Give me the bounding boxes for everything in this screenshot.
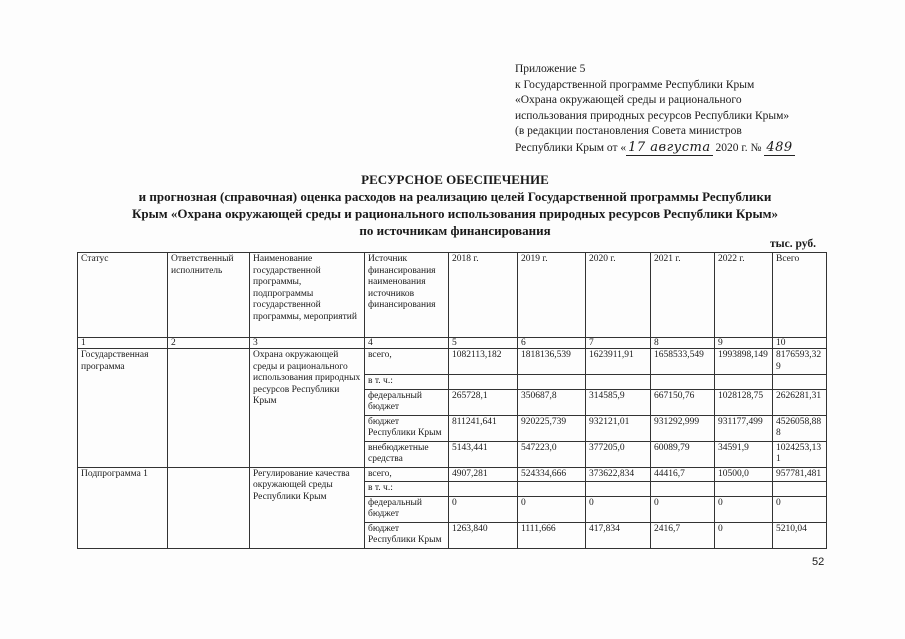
funding-source-cell: в т. ч.: xyxy=(365,482,449,497)
value-cell: 0 xyxy=(651,496,715,522)
resource-table-body xyxy=(78,253,827,549)
value-cell xyxy=(518,482,586,497)
handwritten-date: 17 августа xyxy=(628,139,711,155)
value-cell xyxy=(773,375,827,390)
value-cell xyxy=(449,375,518,390)
value-cell: 34591,9 xyxy=(715,441,773,467)
column-number-cell: 7 xyxy=(586,338,651,349)
value-cell: 0 xyxy=(449,496,518,522)
table-header-cell: 2021 г. xyxy=(651,253,715,338)
value-cell: 8176593,329 xyxy=(773,349,827,375)
column-number-cell: 9 xyxy=(715,338,773,349)
column-number-cell: 3 xyxy=(250,338,365,349)
appendix-line-6-prefix: Республики Крым от « xyxy=(515,141,627,154)
value-cell: 920225,739 xyxy=(518,415,586,441)
column-number-cell: 5 xyxy=(449,338,518,349)
value-cell: 1818136,539 xyxy=(518,349,586,375)
executor-cell xyxy=(168,349,250,468)
document-title: РЕСУРСНОЕ ОБЕСПЕЧЕНИЕ xyxy=(361,172,549,187)
status-cell: Государственная программа xyxy=(78,349,168,468)
value-cell: 4526058,888 xyxy=(773,415,827,441)
value-cell: 2416,7 xyxy=(651,522,715,548)
funding-source-cell: федеральный бюджет xyxy=(365,389,449,415)
table-header-cell: Наименование государственной программы, подпрограммы государственной программы, мероприятий xyxy=(250,253,365,338)
value-cell: 1993898,149 xyxy=(715,349,773,375)
funding-source-cell: федеральный бюджет xyxy=(365,496,449,522)
table-header-cell: Статус xyxy=(78,253,168,338)
appendix-line-5: (в редакции постановления Совета министров xyxy=(515,125,742,137)
funding-source-cell: бюджет Республики Крым xyxy=(365,522,449,548)
handwritten-number: 489 xyxy=(766,139,793,155)
value-cell xyxy=(773,482,827,497)
value-cell: 524334,666 xyxy=(518,467,586,482)
value-cell: 60089,79 xyxy=(651,441,715,467)
appendix-line-2: к Государственной программе Республики Крым xyxy=(515,78,755,91)
value-cell: 957781,481 xyxy=(773,467,827,482)
value-cell xyxy=(715,375,773,390)
program-name-cell: Охрана окружающей среды и рационального использования природных ресурсов Республики Крым xyxy=(250,349,365,468)
table-header-cell: 2018 г. xyxy=(449,253,518,338)
value-cell: 1623911,91 xyxy=(586,349,651,375)
table-column-numbers-row xyxy=(78,338,827,349)
value-cell: 932121,01 xyxy=(586,415,651,441)
value-cell xyxy=(586,482,651,497)
column-number-cell: 10 xyxy=(773,338,827,349)
table-header-cell: 2022 г. xyxy=(715,253,773,338)
value-cell xyxy=(449,482,518,497)
value-cell: 5143,441 xyxy=(449,441,518,467)
funding-source-cell: всего, xyxy=(365,349,449,375)
funding-source-cell: всего, xyxy=(365,467,449,482)
appendix-note xyxy=(515,62,845,156)
value-cell xyxy=(518,375,586,390)
column-number-cell: 6 xyxy=(518,338,586,349)
table-header-cell: Всего xyxy=(773,253,827,338)
value-cell: 350687,8 xyxy=(518,389,586,415)
value-cell: 811241,641 xyxy=(449,415,518,441)
value-cell: 417,834 xyxy=(586,522,651,548)
table-header-cell: Ответственный исполнитель xyxy=(168,253,250,338)
value-cell: 0 xyxy=(715,496,773,522)
value-cell: 377205,0 xyxy=(586,441,651,467)
value-cell: 1082113,182 xyxy=(449,349,518,375)
table-header-row xyxy=(78,253,827,338)
value-cell: 314585,9 xyxy=(586,389,651,415)
resource-table xyxy=(77,252,827,549)
appendix-line-3: «Охрана окружающей среды и рационального xyxy=(515,94,742,106)
value-cell: 931177,499 xyxy=(715,415,773,441)
value-cell xyxy=(715,482,773,497)
table-row xyxy=(78,467,827,482)
document-subtitle-line-3: по источникам финансирования xyxy=(359,223,551,238)
value-cell: 1111,666 xyxy=(518,522,586,548)
column-number-cell: 4 xyxy=(365,338,449,349)
column-number-cell: 2 xyxy=(168,338,250,349)
value-cell: 667150,76 xyxy=(651,389,715,415)
value-cell: 0 xyxy=(715,522,773,548)
funding-source-cell: в т. ч.: xyxy=(365,375,449,390)
page-number: 52 xyxy=(812,556,825,568)
value-cell: 265728,1 xyxy=(449,389,518,415)
value-cell: 1658533,549 xyxy=(651,349,715,375)
document-subtitle-line-2: Крым «Охрана окружающей среды и рационального использования природных ресурсов Республики Крым» xyxy=(131,206,779,221)
value-cell: 931292,999 xyxy=(651,415,715,441)
value-cell: 373622,834 xyxy=(586,467,651,482)
value-cell: 1263,840 xyxy=(449,522,518,548)
value-cell: 0 xyxy=(518,496,586,522)
units-label: тыс. руб. xyxy=(770,238,816,250)
funding-source-cell: внебюджетные средства xyxy=(365,441,449,467)
value-cell: 5210,04 xyxy=(773,522,827,548)
column-number-cell: 1 xyxy=(78,338,168,349)
value-cell xyxy=(651,375,715,390)
value-cell: 0 xyxy=(586,496,651,522)
appendix-line-4: использования природных ресурсов Республики Крым» xyxy=(515,109,790,122)
value-cell: 2626281,31 xyxy=(773,389,827,415)
table-header-cell: 2020 г. xyxy=(586,253,651,338)
value-cell xyxy=(586,375,651,390)
document-subtitle-line-1: и прогнозная (справочная) оценка расходов на реализацию целей Государственной программы Республики xyxy=(138,189,772,204)
table-header-cell: Источник финансирования наименования источников финансирования xyxy=(365,253,449,338)
executor-cell xyxy=(168,467,250,548)
value-cell: 547223,0 xyxy=(518,441,586,467)
appendix-line-1: Приложение 5 xyxy=(515,63,586,75)
value-cell xyxy=(651,482,715,497)
value-cell: 1024253,131 xyxy=(773,441,827,467)
table-row xyxy=(78,349,827,375)
value-cell: 1028128,75 xyxy=(715,389,773,415)
value-cell: 44416,7 xyxy=(651,467,715,482)
status-cell: Подпрограмма 1 xyxy=(78,467,168,548)
funding-source-cell: бюджет Республики Крым xyxy=(365,415,449,441)
value-cell: 4907,281 xyxy=(449,467,518,482)
value-cell: 10500,0 xyxy=(715,467,773,482)
appendix-line-6-mid: 2020 г. № xyxy=(715,141,762,154)
appendix-line-6 xyxy=(515,140,845,157)
column-number-cell: 8 xyxy=(651,338,715,349)
value-cell: 0 xyxy=(773,496,827,522)
table-header-cell: 2019 г. xyxy=(518,253,586,338)
program-name-cell: Регулирование качества окружающей среды Республики Крым xyxy=(250,467,365,548)
